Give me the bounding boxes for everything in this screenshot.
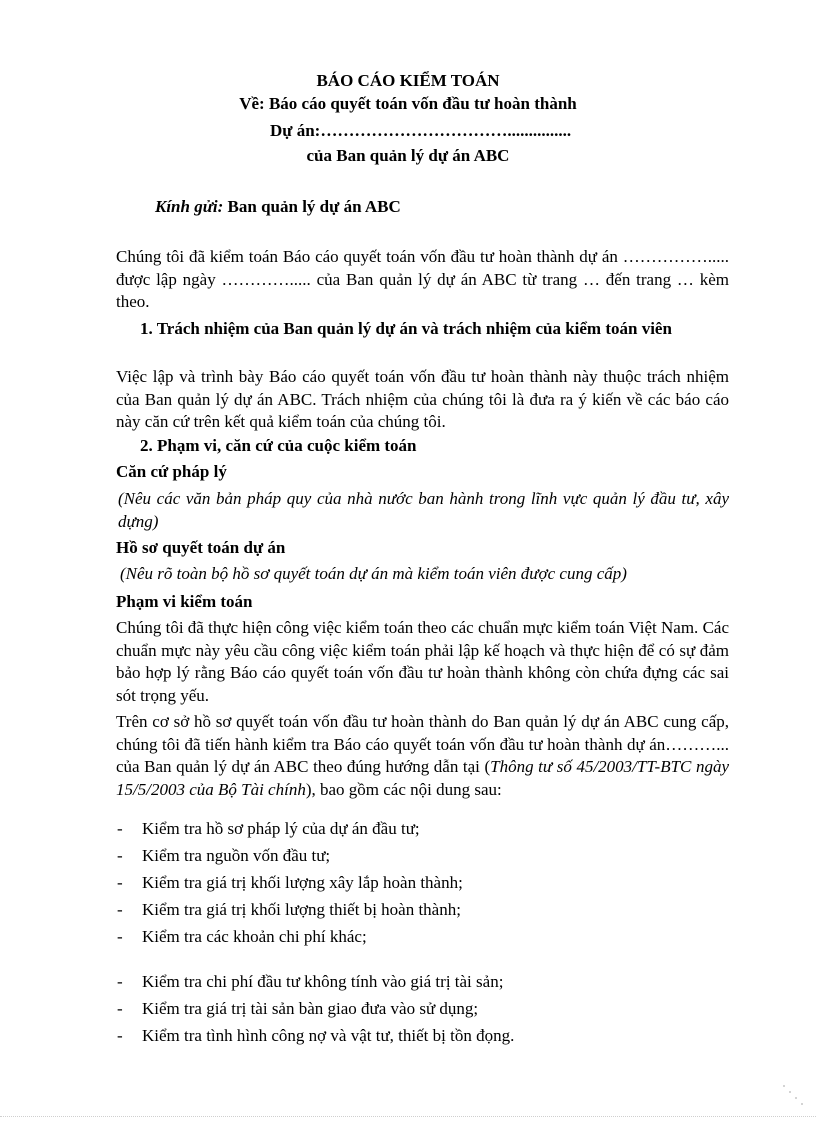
scope-paragraph-2 [116, 711, 729, 801]
legal-basis-note: (Nêu các văn bản pháp quy của nhà nước ban hành trong lĩnh vực quản lý đầu tư, xây dựng) [118, 489, 729, 531]
list-item: - Kiểm tra giá trị tài sản bàn giao đưa vào sử dụng; [116, 998, 729, 1025]
list-item: - Kiểm tra giá trị khối lượng thiết bị hoàn thành; [116, 899, 729, 926]
corner-mark [801, 1103, 803, 1105]
list-item: - Kiểm tra các khoản chi phí khác; [116, 926, 729, 953]
legal-basis-title: Căn cứ pháp lý [116, 462, 227, 481]
salutation [155, 197, 401, 217]
corner-mark [789, 1091, 791, 1093]
project-line: Dự án:……………………………............... [270, 121, 572, 140]
settlement-docs-title: Hồ sơ quyết toán dự án [116, 538, 286, 557]
list-item: - Kiểm tra tình hình công nợ và vật tư, thiết bị tồn đọng. [116, 1025, 729, 1052]
scope-paragraph-2-end: ), bao gồm các nội dung sau: [305, 779, 502, 799]
circular-reference: Thông tư số 45/2003/TT-BTC ngày 15/5/2003 của Bộ Tài chính [116, 757, 729, 799]
list-item: - Kiểm tra nguồn vốn đầu tư; [116, 845, 729, 872]
intro-paragraph: Chúng tôi đã kiểm toán Báo cáo quyết toán vốn đầu tư hoàn thành dự án ……………..... được lập ngày …………..... của Ban quản lý dự án ABC từ trang … đến trang … kèm theo. [116, 247, 729, 311]
scope-paragraph-1: Chúng tôi đã thực hiện công việc kiểm toán theo các chuẩn mực kiểm toán Việt Nam. Các chuẩn mực này yêu cầu công việc kiểm toán phải lập kế hoạch và thực hiện để có sự đảm bảo hợp lý rằng Báo cáo quyết toán vốn đầu tư hoàn thành không còn chứa đựng các sai sót trọng yếu. [116, 618, 729, 705]
list-item: - Kiểm tra giá trị khối lượng xây lắp hoàn thành; [116, 872, 729, 899]
corner-mark [783, 1085, 785, 1087]
list-item: - Kiểm tra hồ sơ pháp lý của dự án đầu tư; [116, 818, 729, 845]
owner-line: của Ban quản lý dự án ABC [306, 146, 510, 165]
corner-mark [795, 1097, 797, 1099]
audit-items-list-a [116, 818, 729, 953]
section-1-heading: 1. Trách nhiệm của Ban quản lý dự án và trách nhiệm của kiểm toán viên [140, 319, 672, 338]
salutation-label: Kính gửi: [155, 197, 224, 216]
report-title: BÁO CÁO KIỂM TOÁN [316, 71, 500, 90]
scope-title: Phạm vi kiểm toán [116, 592, 253, 611]
section-2-heading: 2. Phạm vi, căn cứ của cuộc kiểm toán [140, 436, 417, 455]
section-1-paragraph: Việc lập và trình bày Báo cáo quyết toán vốn đầu tư hoàn thành này thuộc trách nhiệm của Ban quản lý dự án ABC. Trách nhiệm của chúng tôi là đưa ra ý kiến về các báo cáo này căn cứ trên kết quả kiểm toán của chúng tôi. [116, 367, 729, 431]
scope-paragraph-2-text: Trên cơ sở hồ sơ quyết toán vốn đầu tư hoàn thành do Ban quản lý dự án ABC cung cấp, chúng tôi đã tiến hành kiểm tra Báo cáo quyết toán vốn đầu tư hoàn thành dự án………... của Ban quản lý dự án ABC theo đúng hướng dẫn tại ( [116, 712, 729, 776]
report-subtitle: Về: Báo cáo quyết toán vốn đầu tư hoàn thành [239, 94, 577, 113]
list-item: - Kiểm tra chi phí đầu tư không tính vào giá trị tài sản; [116, 971, 729, 998]
page-bottom-border [0, 1116, 816, 1117]
audit-items-list-b [116, 971, 729, 1052]
settlement-docs-note: (Nêu rõ toàn bộ hồ sơ quyết toán dự án mà kiểm toán viên được cung cấp) [120, 564, 627, 583]
salutation-recipient: Ban quản lý dự án ABC [223, 197, 401, 216]
